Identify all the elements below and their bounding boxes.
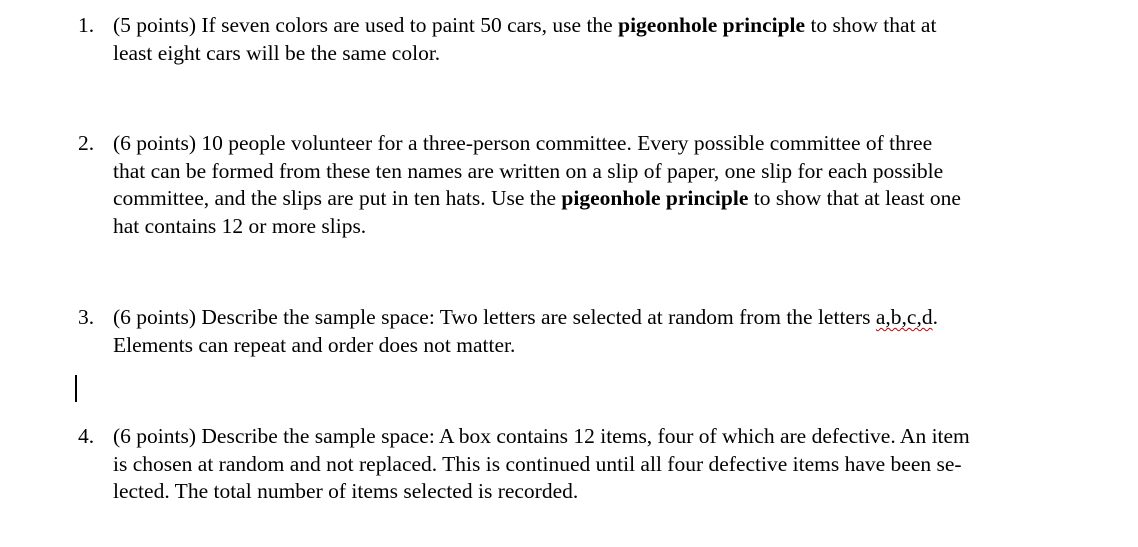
question-text [113, 12, 1078, 67]
text-segment: . [932, 305, 938, 329]
spellcheck-flagged-text[interactable]: a,b,c,d [875, 305, 933, 329]
text-line: (6 points) Describe the sample space: A box contains 12 items, four of which are defective. An item [113, 424, 970, 448]
text-line: that can be formed from these ten names are written on a slip of paper, one slip for each possible [113, 158, 944, 183]
question-3 [78, 304, 1078, 359]
question-2 [78, 130, 1078, 240]
text-line [113, 185, 1078, 213]
text-line: Elements can repeat and order does not matter. [113, 332, 516, 357]
bold-term: pigeonhole principle [618, 13, 806, 37]
question-number: 4. [78, 424, 95, 448]
text-line: least eight cars will be the same color. [113, 40, 441, 65]
text-line [113, 12, 1078, 40]
text-line: lected. The total number of items selected is recorded. [113, 479, 579, 503]
text-segment: committee, and the slips are put in ten hats. Use the [113, 186, 562, 210]
question-number: 2. [78, 131, 95, 155]
text-line: hat contains 12 or more slips. [113, 213, 367, 238]
text-cursor [75, 375, 77, 402]
text-segment: to show that at least one [748, 186, 961, 210]
question-4 [78, 423, 1078, 506]
bold-term: pigeonhole principle [561, 186, 749, 210]
text-line: is chosen at random and not replaced. This is continued until all four defective items have been se- [113, 451, 962, 476]
text-segment: to show that at [805, 13, 937, 37]
question-number: 1. [78, 13, 95, 37]
text-line [113, 304, 1078, 332]
question-text [113, 423, 1078, 506]
question-number: 3. [78, 305, 95, 329]
text-segment: (5 points) If seven colors are used to paint 50 cars, use the [113, 13, 619, 37]
question-text [113, 130, 1078, 240]
question-1 [78, 12, 1078, 67]
text-line: (6 points) 10 people volunteer for a three-person committee. Every possible committee of three [113, 131, 933, 155]
text-segment: (6 points) Describe the sample space: Two letters are selected at random from the letters [113, 305, 876, 329]
question-text [113, 304, 1078, 359]
